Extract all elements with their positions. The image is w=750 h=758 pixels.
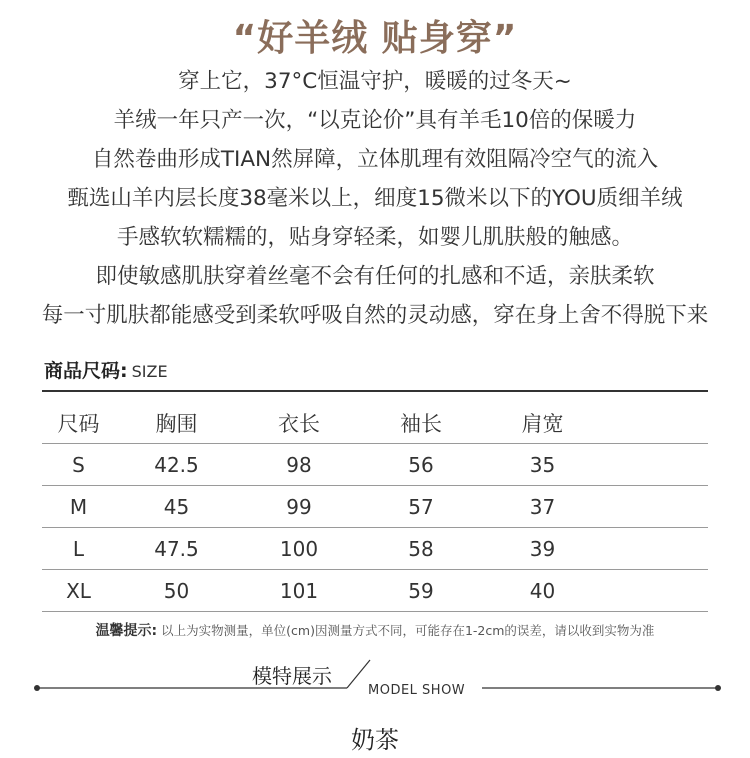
size-heading bbox=[44, 356, 168, 386]
intro-line: 即使敏感肌肤穿着丝毫不会有任何的扎感和不适，亲肤柔软 bbox=[95, 264, 655, 289]
header-length: 衣长 bbox=[238, 402, 360, 444]
size-title: 商品尺码: bbox=[44, 360, 128, 382]
intro-line: 甄选山羊内层长度38毫米以上，细度15微米以下的YOU质细羊绒 bbox=[67, 186, 683, 211]
heading-rule bbox=[42, 390, 708, 392]
color-name: 奶茶 bbox=[351, 726, 399, 754]
intro-line: 羊绒一年只产一次，“以克论价”具有羊毛10倍的保暖力 bbox=[113, 108, 637, 133]
table-spacer bbox=[603, 528, 708, 570]
size-table bbox=[42, 402, 708, 612]
table-row bbox=[42, 528, 708, 570]
header-sleeve: 袖长 bbox=[360, 402, 482, 444]
size-note bbox=[0, 620, 750, 640]
intro-line: 穿上它，37°C恒温守护，暖暖的过冬天~ bbox=[178, 69, 572, 94]
headline: “好羊绒 贴身穿” bbox=[232, 18, 518, 59]
table-cell: 40 bbox=[482, 570, 603, 612]
table-spacer bbox=[603, 486, 708, 528]
table-cell: 57 bbox=[360, 486, 482, 528]
intro-line: 自然卷曲形成TIAN然屏障，立体肌理有效阻隔冷空气的流入 bbox=[91, 147, 659, 172]
size-title-en: SIZE bbox=[131, 362, 168, 381]
table-spacer bbox=[603, 402, 708, 444]
intro-line: 手感软软糯糯的，贴身穿轻柔，如婴儿肌肤般的触感。 bbox=[116, 225, 633, 250]
table-cell: 100 bbox=[238, 528, 360, 570]
table-cell: 59 bbox=[360, 570, 482, 612]
table-row bbox=[42, 570, 708, 612]
table-cell: XL bbox=[42, 570, 115, 612]
model-show-title: 模特展示 bbox=[252, 664, 332, 688]
divider-slash bbox=[347, 660, 370, 688]
table-cell: 101 bbox=[238, 570, 360, 612]
table-spacer bbox=[603, 570, 708, 612]
note-label: 温馨提示: bbox=[95, 623, 158, 639]
table-cell: 99 bbox=[238, 486, 360, 528]
table-cell: S bbox=[42, 444, 115, 486]
table-row bbox=[42, 486, 708, 528]
header-chest: 胸围 bbox=[115, 402, 238, 444]
table-cell: M bbox=[42, 486, 115, 528]
table-cell: 98 bbox=[238, 444, 360, 486]
table-cell: 37 bbox=[482, 486, 603, 528]
table-row bbox=[42, 444, 708, 486]
header-size: 尺码 bbox=[42, 402, 115, 444]
divider-dot-right bbox=[715, 685, 721, 691]
intro-text bbox=[0, 62, 750, 335]
note-text: 以上为实物测量，单位(cm)因测量方式不同，可能存在1-2cm的误差，请以收到实物为准 bbox=[157, 623, 655, 638]
table-cell: 56 bbox=[360, 444, 482, 486]
table-cell: L bbox=[42, 528, 115, 570]
table-cell: 42.5 bbox=[115, 444, 238, 486]
table-cell: 45 bbox=[115, 486, 238, 528]
header-shoulder: 肩宽 bbox=[482, 402, 603, 444]
model-show-subtitle: MODEL SHOW bbox=[368, 683, 466, 698]
intro-line: 每一寸肌肤都能感受到柔软呼吸自然的灵动感，穿在身上舍不得脱下来 bbox=[41, 303, 709, 328]
table-cell: 58 bbox=[360, 528, 482, 570]
table-spacer bbox=[603, 444, 708, 486]
table-cell: 50 bbox=[115, 570, 238, 612]
table-header-row bbox=[42, 402, 708, 444]
table-cell: 47.5 bbox=[115, 528, 238, 570]
table-cell: 39 bbox=[482, 528, 603, 570]
table-cell: 35 bbox=[482, 444, 603, 486]
